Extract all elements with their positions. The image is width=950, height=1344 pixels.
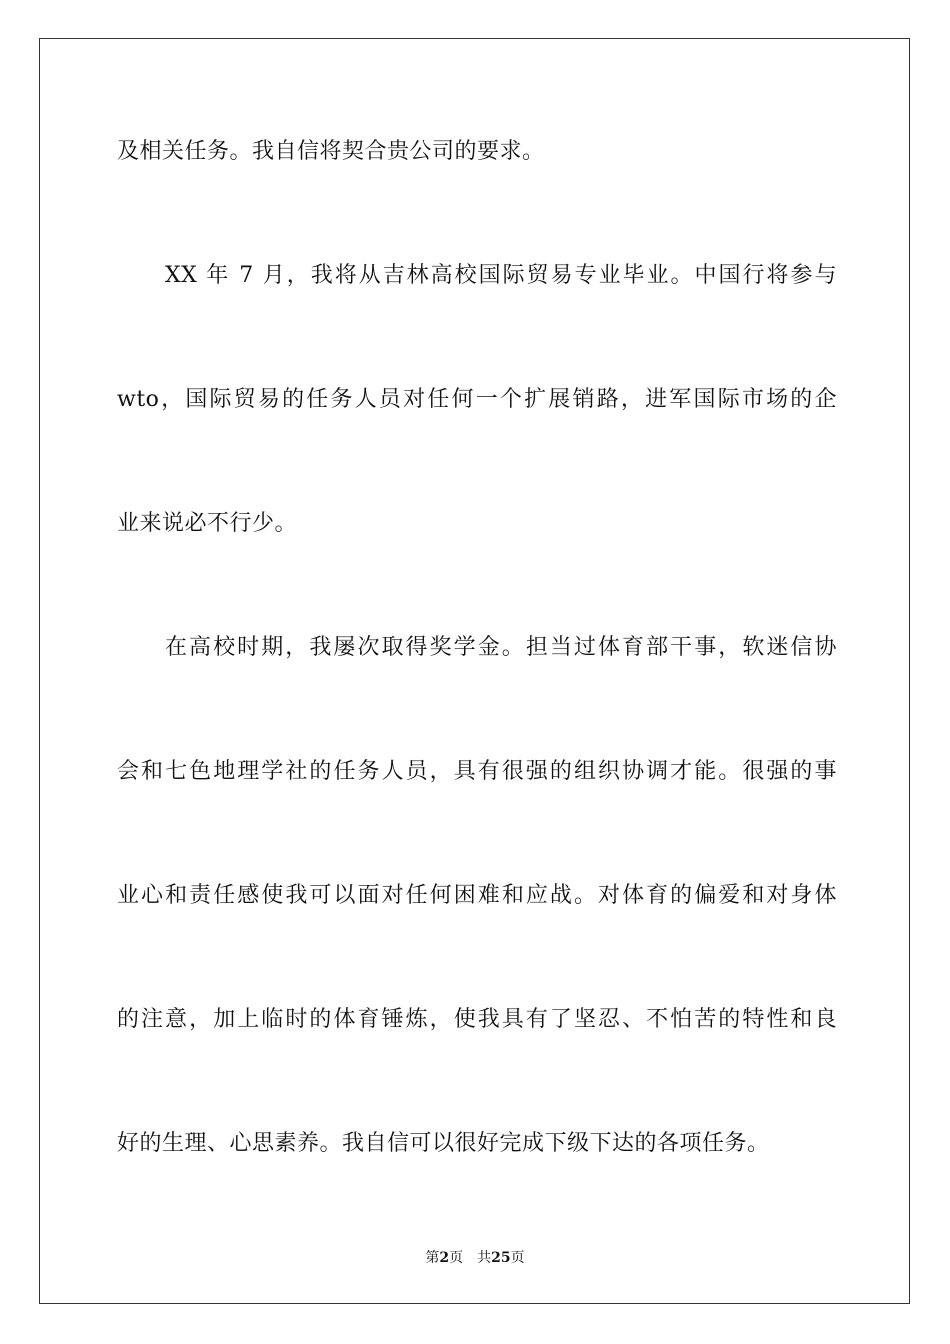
page-suffix: 页 bbox=[449, 1250, 464, 1266]
text-line-4: 业来说必不行少。 bbox=[117, 511, 298, 536]
text-line-9: 好的生理、心思素养。我自信可以很好完成下级下达的各项任务。 bbox=[117, 1131, 770, 1156]
page-number: 2 bbox=[439, 1250, 450, 1266]
page-prefix: 第 bbox=[425, 1250, 440, 1266]
text-line-8: 的注意，加上临时的体育锤炼，使我具有了坚忍、不怕苦的特性和良 bbox=[117, 1007, 837, 1032]
text-line-2: XX 年 7 月，我将从吉林高校国际贸易专业毕业。中国行将参与 bbox=[165, 263, 837, 288]
page-footer bbox=[0, 1247, 950, 1267]
text-line-7: 业心和责任感使我可以面对任何困难和应战。对体育的偏爱和对身体 bbox=[117, 883, 837, 908]
total-suffix: 页 bbox=[510, 1250, 525, 1266]
text-line-3: wto，国际贸易的任务人员对任何一个扩展销路，进军国际市场的企 bbox=[117, 387, 837, 412]
page-border bbox=[39, 38, 910, 1304]
total-pages: 25 bbox=[491, 1250, 511, 1266]
text-line-6: 会和七色地理学社的任务人员，具有很强的组织协调才能。很强的事 bbox=[117, 759, 837, 784]
text-line-5: 在高校时期，我屡次取得奖学金。担当过体育部干事，软迷信协 bbox=[165, 635, 837, 660]
total-prefix: 共 bbox=[477, 1250, 492, 1266]
text-line-1: 及相关任务。我自信将契合贵公司的要求。 bbox=[117, 139, 545, 164]
